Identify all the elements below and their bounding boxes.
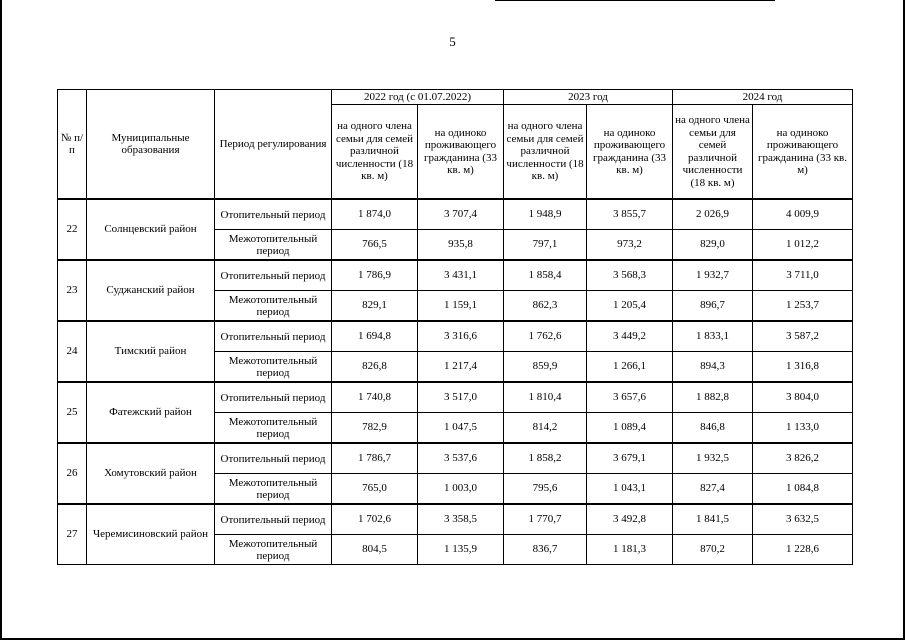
value-cell: 1 694,8 [332,321,418,352]
page-left-edge [0,0,2,640]
value-cell: 3 707,4 [418,199,504,230]
value-cell: 1 740,8 [332,382,418,413]
value-cell: 836,7 [504,535,587,565]
row-number: 26 [58,443,87,504]
value-cell: 870,2 [673,535,753,565]
row-number: 27 [58,504,87,565]
row-number: 23 [58,260,87,321]
value-cell: 1 810,4 [504,382,587,413]
period-label: Отопительный период [215,443,332,474]
value-cell: 1 702,6 [332,504,418,535]
municipality-name: Черемисиновский район [87,504,215,565]
period-label: Отопительный период [215,199,332,230]
value-cell: 935,8 [418,230,504,261]
value-cell: 1 084,8 [753,474,853,505]
value-cell: 1 012,2 [753,230,853,261]
value-cell: 3 679,1 [587,443,673,474]
value-cell: 782,9 [332,413,418,444]
value-cell: 1 253,7 [753,291,853,322]
table-row [58,443,853,474]
period-label: Межотопительный период [215,291,332,322]
value-cell: 859,9 [504,352,587,383]
table-header [58,90,853,200]
municipality-name: Солнцевский район [87,199,215,260]
period-label: Отопительный период [215,321,332,352]
value-cell: 3 632,5 [753,504,853,535]
value-cell: 1 786,9 [332,260,418,291]
value-cell: 3 537,6 [418,443,504,474]
period-label: Отопительный период [215,504,332,535]
period-label: Межотопительный период [215,535,332,565]
top-rule [495,0,775,1]
municipality-name: Суджанский район [87,260,215,321]
value-cell: 3 587,2 [753,321,853,352]
value-cell: 3 711,0 [753,260,853,291]
value-cell: 829,1 [332,291,418,322]
value-cell: 766,5 [332,230,418,261]
value-cell: 795,6 [504,474,587,505]
value-cell: 1 770,7 [504,504,587,535]
value-cell: 1 858,4 [504,260,587,291]
value-cell: 3 804,0 [753,382,853,413]
header-single-2023: на одиноко проживающего гражданина (33 кв. м) [587,105,673,200]
period-label: Межотопительный период [215,413,332,444]
header-single-2022: на одиноко проживающего гражданина (33 кв. м) [418,105,504,200]
municipality-name: Фатежский район [87,382,215,443]
value-cell: 1 833,1 [673,321,753,352]
value-cell: 1 181,3 [587,535,673,565]
municipality-name: Тимский район [87,321,215,382]
header-family-2022: на одного члена семьи для семей различной численности (18 кв. м) [332,105,418,200]
value-cell: 1 217,4 [418,352,504,383]
header-family-2023: на одного члена семьи для семей различной численности (18 кв. м) [504,105,587,200]
value-cell: 3 517,0 [418,382,504,413]
value-cell: 3 568,3 [587,260,673,291]
value-cell: 4 009,9 [753,199,853,230]
value-cell: 1 266,1 [587,352,673,383]
value-cell: 1 932,7 [673,260,753,291]
value-cell: 1 228,6 [753,535,853,565]
value-cell: 3 855,7 [587,199,673,230]
value-cell: 797,1 [504,230,587,261]
row-number: 24 [58,321,87,382]
value-cell: 814,2 [504,413,587,444]
header-year-2024: 2024 год [673,90,853,105]
value-cell: 862,3 [504,291,587,322]
period-label: Межотопительный период [215,352,332,383]
value-cell: 827,4 [673,474,753,505]
value-cell: 1 841,5 [673,504,753,535]
value-cell: 829,0 [673,230,753,261]
period-label: Межотопительный период [215,230,332,261]
value-cell: 3 826,2 [753,443,853,474]
value-cell: 894,3 [673,352,753,383]
value-cell: 1 882,8 [673,382,753,413]
value-cell: 1 089,4 [587,413,673,444]
header-single-2024: на одиноко проживающего гражданина (33 кв. м) [753,105,853,200]
value-cell: 973,2 [587,230,673,261]
table-row [58,199,853,230]
value-cell: 1 205,4 [587,291,673,322]
header-number: № п/п [58,90,87,200]
header-family-2024: на одного члена семьи для семей различной численности (18 кв. м) [673,105,753,200]
table-row [58,382,853,413]
value-cell: 846,8 [673,413,753,444]
table-row [58,260,853,291]
value-cell: 3 431,1 [418,260,504,291]
period-label: Отопительный период [215,260,332,291]
value-cell: 1 874,0 [332,199,418,230]
header-municipality: Муниципальные образования [87,90,215,200]
value-cell: 826,8 [332,352,418,383]
value-cell: 1 003,0 [418,474,504,505]
row-number: 25 [58,382,87,443]
value-cell: 1 047,5 [418,413,504,444]
value-cell: 1 159,1 [418,291,504,322]
value-cell: 3 492,8 [587,504,673,535]
value-cell: 1 043,1 [587,474,673,505]
value-cell: 3 657,6 [587,382,673,413]
value-cell: 1 858,2 [504,443,587,474]
header-year-2022: 2022 год (с 01.07.2022) [332,90,504,105]
header-row-years [58,90,853,105]
value-cell: 1 932,5 [673,443,753,474]
value-cell: 3 449,2 [587,321,673,352]
value-cell: 3 316,6 [418,321,504,352]
value-cell: 1 316,8 [753,352,853,383]
page-number: 5 [449,34,456,49]
value-cell: 1 133,0 [753,413,853,444]
value-cell: 2 026,9 [673,199,753,230]
value-cell: 3 358,5 [418,504,504,535]
municipality-name: Хомутовский район [87,443,215,504]
table-row [58,321,853,352]
value-cell: 765,0 [332,474,418,505]
tariff-table [57,89,853,565]
period-label: Межотопительный период [215,474,332,505]
value-cell: 1 948,9 [504,199,587,230]
value-cell: 896,7 [673,291,753,322]
value-cell: 1 786,7 [332,443,418,474]
value-cell: 1 762,6 [504,321,587,352]
header-period: Период регулирования [215,90,332,200]
row-number: 22 [58,199,87,260]
period-label: Отопительный период [215,382,332,413]
value-cell: 804,5 [332,535,418,565]
table-body [58,199,853,565]
header-year-2023: 2023 год [504,90,673,105]
value-cell: 1 135,9 [418,535,504,565]
table-row [58,504,853,535]
